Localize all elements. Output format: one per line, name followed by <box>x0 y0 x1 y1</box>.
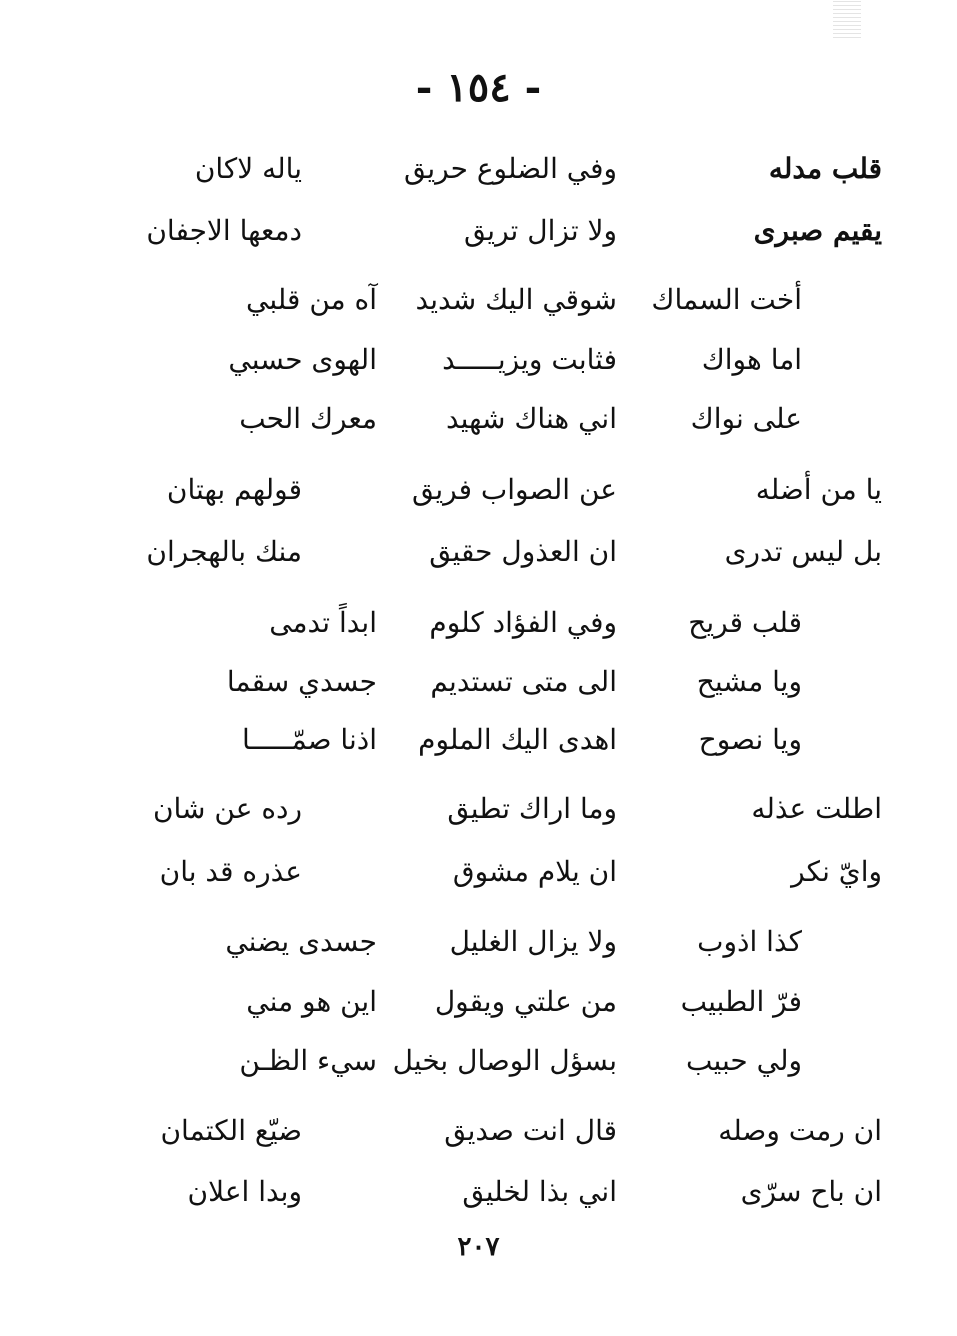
verse-line <box>0 658 957 706</box>
verse-segment-1: ولي حبيب <box>686 1044 802 1077</box>
verse-line <box>0 528 957 576</box>
verse-segment-2: اني هناك شهيد <box>445 402 617 435</box>
verse-segment-3: الهوى حسبي <box>228 343 377 376</box>
verse-segment-3: معرك الحب <box>239 402 377 435</box>
verse-segment-1: بل ليس تدرى <box>724 535 882 568</box>
verse-segment-3: اين هو مني <box>246 985 377 1018</box>
verse-segment-1: على نواك <box>690 402 802 435</box>
verse-segment-3: جسدى يضني <box>225 925 377 958</box>
verse-line <box>0 978 957 1026</box>
verse-segment-2: ان العذول حقيق <box>429 535 617 568</box>
verse-line <box>0 207 957 255</box>
verse-segment-2: ولا تزال تريق <box>463 214 617 247</box>
verse-segment-3: دمعها الاجفان <box>146 214 302 247</box>
verse-segment-1: قلب قريح <box>688 606 802 639</box>
verse-segment-3: ضيّع الكتمان <box>160 1114 302 1147</box>
verse-line <box>0 785 957 833</box>
verse-line <box>0 1168 957 1216</box>
verse-segment-2: اهدى اليك الملوم <box>418 723 617 756</box>
verse-segment-1: كذا اذوب <box>697 925 802 958</box>
verse-segment-1: اما هواك <box>701 343 802 376</box>
verse-segment-1: فرّ الطبيب <box>680 985 802 1018</box>
verse-segment-3: قولهم بهتان <box>166 473 302 506</box>
verse-line <box>0 1107 957 1155</box>
verse-segment-1: يقيم صبرى <box>753 214 882 247</box>
verse-segment-2: وما اراك تطيق <box>447 792 617 825</box>
verse-segment-2: قال انت صديق <box>444 1114 617 1147</box>
verse-segment-3: رده عن شان <box>152 792 302 825</box>
verse-line <box>0 145 957 193</box>
verse-line <box>0 918 957 966</box>
verse-segment-3: سيء الظـن <box>239 1044 377 1077</box>
verse-segment-2: شوقي اليك شديد <box>415 283 617 316</box>
verse-line <box>0 848 957 896</box>
verse-segment-2: وفي الفؤاد كلوم <box>429 606 617 639</box>
verse-segment-3: وبدا اعلان <box>187 1175 302 1208</box>
verse-segment-2: الى متى تستديم <box>430 665 617 698</box>
verse-segment-1: وايّ نكر <box>791 855 882 888</box>
verse-segment-1: ويا مشيح <box>696 665 802 698</box>
verse-segment-2: وفي الضلوع حريق <box>404 152 617 185</box>
page-number-header: - ١٥٤ - <box>415 64 542 111</box>
verse-segment-1: اطلت عذله <box>751 792 882 825</box>
verse-line <box>0 716 957 764</box>
verse-segment-3: منك بالهجران <box>146 535 302 568</box>
verse-segment-3: اذنا صمّـــــا <box>242 723 377 756</box>
verse-segment-1: ان رمت وصله <box>718 1114 882 1147</box>
verse-segment-2: من علتي ويقول <box>434 985 617 1018</box>
verse-segment-1: قلب مدله <box>768 152 882 185</box>
verse-segment-1: أخت السماك <box>651 283 802 316</box>
verse-segment-2: ان يلام مشوق <box>452 855 617 888</box>
verse-segment-2: بسؤل الوصال بخيل <box>392 1044 617 1077</box>
verse-segment-1: يا من أضله <box>755 473 882 506</box>
verse-segment-1: ان باح سرّى <box>740 1175 882 1208</box>
verse-line <box>0 336 957 384</box>
verse-segment-2: ولا يزال الغليل <box>449 925 617 958</box>
verse-line <box>0 466 957 514</box>
verse-line <box>0 1037 957 1085</box>
page-number-footer: ٢٠٧ <box>457 1232 500 1262</box>
verse-segment-3: جسدي سقما <box>226 665 377 698</box>
scan-artifact <box>833 0 861 38</box>
verse-segment-3: آه من قلبي <box>245 283 377 316</box>
verse-segment-1: ويا نصوح <box>698 723 802 756</box>
verse-segment-3: عذره قد بان <box>159 855 302 888</box>
verse-line <box>0 276 957 324</box>
verse-line <box>0 395 957 443</box>
verse-segment-2: اني بذا لخليق <box>462 1175 617 1208</box>
verse-segment-3: ابداً تدمى <box>269 606 377 639</box>
verse-segment-2: عن الصواب فريق <box>412 473 617 506</box>
verse-segment-3: ياله لاكان <box>194 152 302 185</box>
verse-segment-2: فثابت ويزيـــــد <box>442 343 617 376</box>
verse-line <box>0 599 957 647</box>
